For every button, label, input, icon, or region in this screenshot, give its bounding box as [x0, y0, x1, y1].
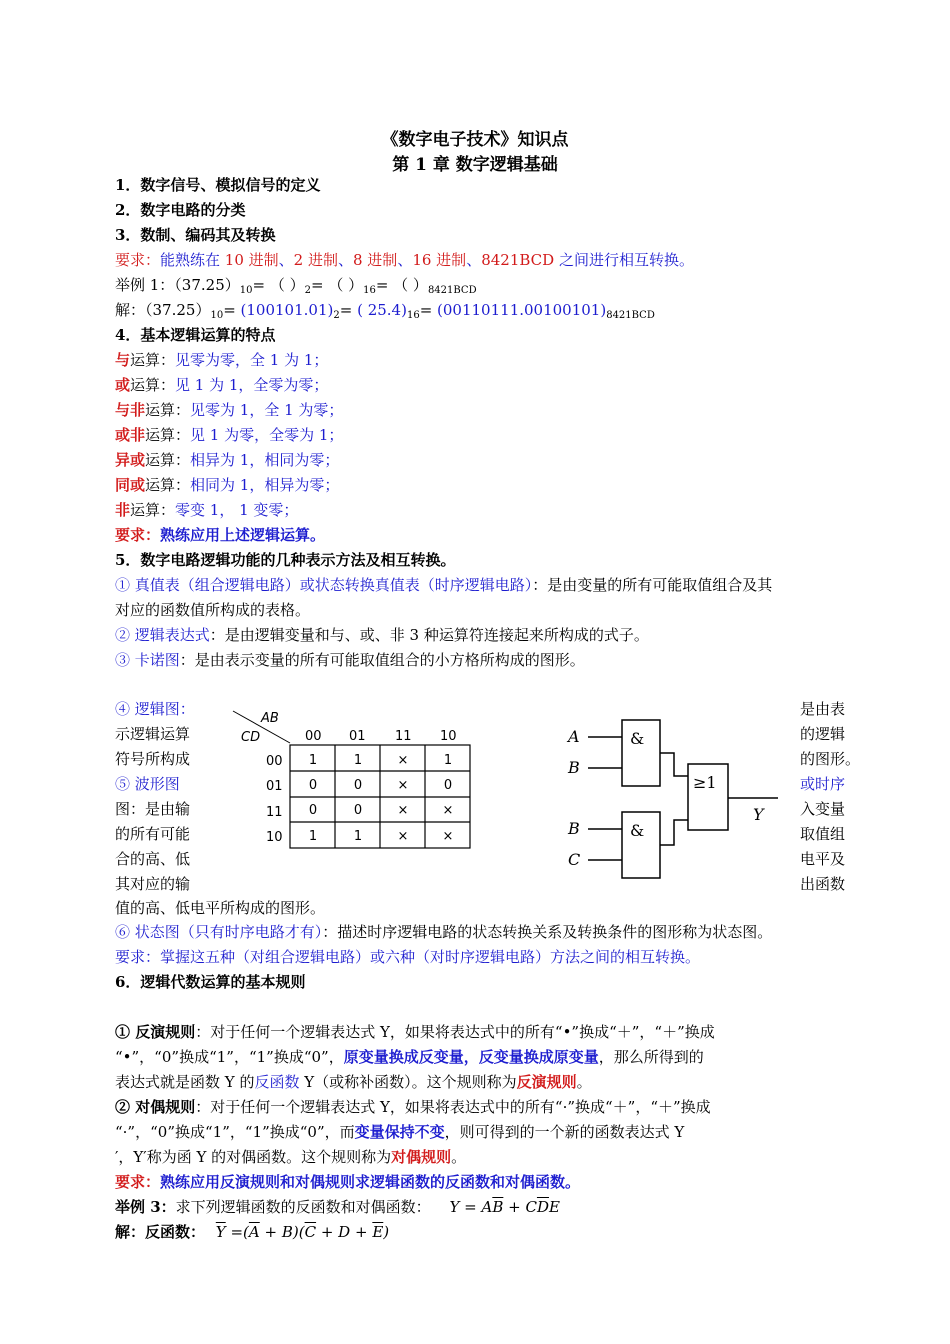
method-1	[115, 575, 772, 595]
requirement-5: 要求：掌握这五种（对组合逻辑电路）或六种（对时序逻辑电路）方法之间的相互转换。	[115, 948, 701, 966]
op-name: 或	[115, 376, 131, 394]
method-name: ② 逻辑表达式	[115, 626, 210, 644]
ex-text: 举例 1：（37.25）	[115, 276, 240, 294]
kmap-cell: ×	[397, 829, 409, 844]
left-line	[115, 697, 195, 722]
kmap-cell: 1	[443, 753, 453, 768]
kmap-row-header: 00	[266, 754, 283, 769]
left-line: 图：是由输	[115, 800, 191, 818]
rule-term: 反函数	[254, 1073, 300, 1091]
and-symbol: &	[630, 821, 645, 840]
kmap-cell: 0	[353, 803, 363, 818]
op-name: 与非	[115, 401, 146, 419]
method-1-cont: 对应的函数值所构成的表格。	[115, 601, 311, 619]
ex-sub: 10	[239, 285, 253, 296]
or-symbol: ≥1	[693, 773, 717, 792]
req-sep: 、	[466, 251, 482, 269]
rule-text: ，则可得到的一个新的函数表达式 Y	[444, 1123, 685, 1141]
ex-sub: 16	[363, 285, 376, 296]
method-name: ③ 卡诺图	[115, 651, 180, 669]
rule-text: ，那么所得到的	[598, 1048, 704, 1066]
heading-5: 5．数字电路逻辑功能的几种表示方法及相互转换。	[115, 551, 456, 569]
sol-text: =	[339, 301, 358, 319]
example-1	[115, 275, 477, 301]
kmap-cell: ×	[397, 803, 409, 818]
doc-title: 《数字电子技术》知识点	[381, 130, 569, 150]
rule-2-line3	[115, 1147, 466, 1167]
kmap-cell: 0	[308, 778, 318, 793]
rule-2-line1	[115, 1097, 711, 1117]
method-desc: ：描述时序逻辑电路的状态转换关系及转换条件的图形称为状态图。	[322, 923, 773, 941]
sol-text: =	[223, 301, 241, 319]
req-text: 熟练应用反演规则和对偶规则求逻辑函数的反函数和对偶函数。	[160, 1173, 581, 1191]
input-b2-label: B	[568, 819, 580, 838]
method-5-tail: 值的高、低电平所构成的图形。	[115, 899, 326, 917]
heading-6: 6．逻辑代数运算的基本规则	[115, 973, 306, 991]
req-sep: 、	[397, 251, 413, 269]
op-desc: 见 1 为 1，全零为零；	[175, 376, 329, 394]
op-nand	[115, 400, 343, 420]
sol-sub: 2	[333, 310, 340, 321]
req-text: 之间进行相互转换。	[554, 251, 694, 269]
kmap-row-header: 01	[266, 779, 283, 794]
op-desc: 见 1 为零，全零为 1；	[190, 426, 344, 444]
right-line: 的图形。	[800, 750, 861, 768]
requirement-6	[115, 1172, 580, 1192]
sol-text: =	[419, 301, 438, 319]
op-xor	[115, 450, 339, 470]
karnaugh-map	[225, 705, 480, 855]
req-term: 2 进制	[293, 251, 338, 269]
left-line: 合的高、低	[115, 850, 191, 868]
rule-text: “·”，“0”换成“1”，“1”换成“0”，而	[115, 1123, 355, 1141]
op-label: 运算：	[145, 476, 191, 494]
method-name: ⑥ 状态图（只有时序电路才有）	[115, 923, 323, 941]
left-text: ④ 逻辑图：	[115, 700, 195, 718]
right-line: 入变量	[800, 800, 846, 818]
ex-label: 举例 3：	[115, 1198, 176, 1216]
op-desc: 零变 1， 1 变零；	[175, 501, 299, 519]
method-6	[115, 922, 772, 942]
input-b-label: B	[568, 758, 580, 777]
method-desc: ：是由变量的所有可能取值组合及其	[532, 576, 773, 594]
sol-sub: 8421BCD	[606, 310, 655, 321]
left-column	[115, 697, 195, 897]
method-2	[115, 625, 649, 645]
op-label: 运算：	[130, 351, 176, 369]
output-y-label: Y	[753, 805, 764, 824]
kmap-cell: 1	[353, 829, 363, 844]
right-line: 电平及	[800, 850, 846, 868]
ex-text: = （ ）	[375, 276, 428, 294]
sol-value: (00110111.00100101)	[437, 301, 607, 319]
kmap-cell: 1	[353, 753, 363, 768]
requirement-3	[115, 250, 694, 270]
req-sep: 、	[337, 251, 353, 269]
op-name: 与	[115, 351, 131, 369]
op-nor	[115, 425, 343, 445]
rule-text: ：对于任何一个逻辑表达式 Y，如果将表达式中的所有“•”换成“＋”，“＋”换成	[195, 1023, 715, 1041]
kmap-cell: ×	[397, 753, 409, 768]
kmap-row-header: 10	[266, 830, 283, 845]
rule-1-line1	[115, 1022, 715, 1042]
rule-2-line2	[115, 1122, 684, 1142]
op-desc: 相同为 1，相异为零；	[190, 476, 340, 494]
logic-diagram	[560, 712, 785, 882]
rule-1-line2	[115, 1047, 704, 1067]
input-a-label: A	[568, 727, 580, 746]
heading-1: 1．数字信号、模拟信号的定义	[115, 176, 321, 194]
kmap-cell: 1	[308, 753, 318, 768]
sol-sub: 10	[210, 310, 224, 321]
sol-text: 解：（37.25）	[115, 301, 211, 319]
rule-name: ① 反演规则	[115, 1023, 196, 1041]
left-line: ⑤ 波形图	[115, 775, 180, 793]
kmap-col-header: 11	[395, 729, 412, 744]
op-desc: 见零为 1，全 1 为零；	[190, 401, 344, 419]
op-name: 同或	[115, 476, 146, 494]
heading-2: 2．数字电路的分类	[115, 201, 246, 219]
op-label: 运算：	[130, 376, 176, 394]
op-label: 运算：	[130, 501, 176, 519]
right-line: 出函数	[800, 875, 846, 893]
kmap-cell: ×	[442, 803, 454, 818]
req-sep: 、	[278, 251, 294, 269]
ex-text: = （ ）	[252, 276, 305, 294]
rule-highlight: 变量保持不变	[354, 1123, 445, 1141]
solution-1	[115, 300, 655, 326]
req-label: 要求：	[115, 526, 161, 544]
req-term: 10 进制	[224, 251, 279, 269]
req-term: 8 进制	[353, 251, 398, 269]
rule-name: ② 对偶规则	[115, 1098, 196, 1116]
op-name: 或非	[115, 426, 146, 444]
ex-sub: 2	[304, 285, 311, 296]
op-or	[115, 375, 328, 395]
req-term: 8421BCD	[481, 251, 555, 269]
method-name: ① 真值表（组合逻辑电路）或状态转换真值表（时序逻辑电路）	[115, 576, 533, 594]
rule-1-line3	[115, 1072, 592, 1092]
op-label: 运算：	[145, 451, 191, 469]
right-line: 取值组	[800, 825, 846, 843]
op-label: 运算：	[145, 401, 191, 419]
rule-text: 表达式就是函数 Y 的	[115, 1073, 255, 1091]
rule-text: ：对于任何一个逻辑表达式 Y，如果将表达式中的所有“·”换成“＋”，“＋”换成	[195, 1098, 711, 1116]
op-and	[115, 350, 328, 370]
right-line: 或时序	[800, 775, 846, 793]
op-xnor	[115, 475, 339, 495]
heading-3: 3．数制、编码其及转换	[115, 226, 276, 244]
sol-value: (100101.01)	[240, 301, 334, 319]
rule-term: 反演规则	[516, 1073, 577, 1091]
kmap-row-header: 11	[266, 805, 283, 820]
op-name: 非	[115, 501, 131, 519]
kmap-col-header: 00	[305, 729, 322, 744]
kmap-ab-label: AB	[261, 711, 279, 726]
req-text: 熟练应用上述逻辑运算。	[160, 526, 326, 544]
rule-text: ′，Y′称为函 Y 的对偶函数。这个规则称为	[115, 1148, 392, 1166]
circuit-lines	[588, 720, 778, 878]
left-line: 示逻辑运算	[115, 725, 191, 743]
left-line: 符号所构成	[115, 750, 191, 768]
formula-inverse: $\overline{Y} =(\overline{A} + B)(\overline{C} + D + \overline{E})$	[215, 1223, 390, 1241]
kmap-col-header: 01	[349, 729, 366, 744]
example-3	[115, 1197, 560, 1217]
method-desc: ：是由表示变量的所有可能取值组合的小方格所构成的图形。	[179, 651, 585, 669]
ex-text: 求下列逻辑函数的反函数和对偶函数：	[175, 1198, 431, 1216]
req-label: 要求：	[115, 1173, 161, 1191]
right-line: 是由表	[800, 700, 846, 718]
solution-3	[115, 1222, 389, 1242]
formula-y: $Y = A\overline{B} + C\overline{D}E$	[449, 1198, 560, 1216]
req-term: 16 进制	[412, 251, 467, 269]
kmap-cell: 0	[353, 778, 363, 793]
rule-term: 对偶规则	[391, 1148, 452, 1166]
kmap-cell: ×	[442, 829, 454, 844]
op-name: 异或	[115, 451, 146, 469]
kmap-cell: 0	[308, 803, 318, 818]
right-column	[800, 697, 860, 897]
left-line: 其对应的输	[115, 875, 191, 893]
sol-label: 解：反函数：	[115, 1223, 206, 1241]
kmap-cell: 0	[443, 778, 453, 793]
op-desc: 见零为零，全 1 为 1；	[175, 351, 329, 369]
kmap-cell: 1	[308, 829, 318, 844]
sol-value: ( 25.4)	[357, 301, 407, 319]
req-label: 要求：	[115, 251, 161, 269]
op-desc: 相异为 1，相同为零；	[190, 451, 340, 469]
input-c-label: C	[568, 850, 581, 869]
chapter-title: 第 1 章 数字逻辑基础	[392, 155, 558, 175]
op-label: 运算：	[145, 426, 191, 444]
rule-text: “•”，“0”换成“1”，“1”换成“0”，	[115, 1048, 344, 1066]
ex-text: = （ ）	[310, 276, 364, 294]
rule-text: Y（或称补函数）。这个规则称为	[299, 1073, 517, 1091]
requirement-4	[115, 525, 325, 545]
kmap-cd-label: CD	[241, 730, 261, 745]
left-line: 的所有可能	[115, 825, 191, 843]
rule-text: 。	[576, 1073, 592, 1091]
rule-highlight: 原变量换成反变量，反变量换成原变量	[343, 1048, 599, 1066]
method-desc: ：是由逻辑变量和与、或、非 3 种运算符连接起来所构成的式子。	[209, 626, 649, 644]
heading-4: 4．基本逻辑运算的特点	[115, 326, 276, 344]
req-text: 能熟练在	[160, 251, 225, 269]
op-not	[115, 500, 298, 520]
rule-text: 。	[451, 1148, 467, 1166]
sol-sub: 16	[406, 310, 420, 321]
kmap-cell: ×	[397, 778, 409, 793]
and-symbol: &	[630, 729, 645, 748]
kmap-col-header: 10	[440, 729, 457, 744]
right-line: 的逻辑	[800, 725, 846, 743]
method-3	[115, 650, 585, 670]
ex-sub: 8421BCD	[427, 285, 477, 296]
